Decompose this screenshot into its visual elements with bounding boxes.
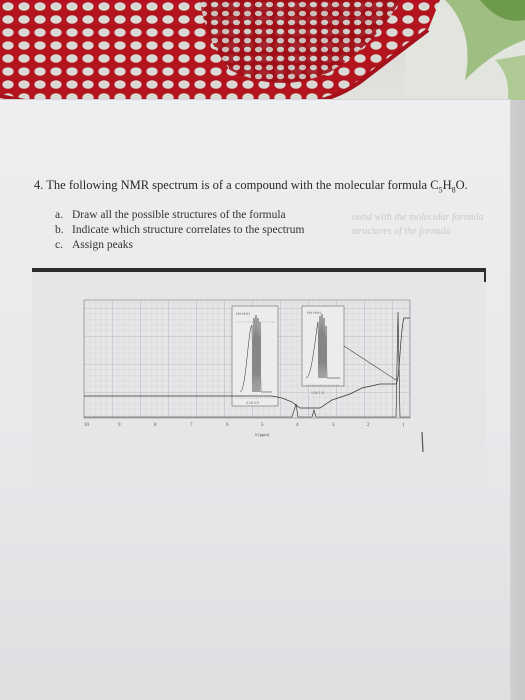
task-item: b. Indicate which structure correlates to the spectrum xyxy=(55,224,305,236)
axis-label: δ (ppm) xyxy=(255,432,270,437)
pen-mark xyxy=(422,432,423,452)
molecular-formula: $C_5H_8O$. xyxy=(430,178,468,195)
inset-label: HH HHH xyxy=(236,312,250,316)
inset-integral: 4.18 4.0 xyxy=(246,401,259,405)
axis-tick-label: 7 xyxy=(190,423,193,428)
x-axis xyxy=(84,423,405,437)
inset-box xyxy=(232,306,278,406)
question-number: 4. xyxy=(34,178,44,192)
inset-label: HH HHH xyxy=(307,311,321,315)
axis-tick-label: 4 xyxy=(296,423,299,428)
axis-tick-label: 2 xyxy=(367,423,370,428)
question-text: The following NMR spectrum is of a compound with the molecular formula xyxy=(46,178,428,192)
axis-tick-label: 1 xyxy=(402,423,405,428)
task-item: c. Assign peaks xyxy=(55,239,134,251)
axis-tick-label: 3 xyxy=(332,423,335,428)
task-item: a. Draw all the possible structures of the formula xyxy=(55,209,286,221)
bleed-through-text: ound with the molecular formula xyxy=(352,212,484,223)
axis-tick-label: 5 xyxy=(261,423,264,428)
axis-tick-label: 6 xyxy=(226,423,229,428)
bleed-through-text: structures of the formula xyxy=(352,226,451,237)
axis-tick-label: 10 xyxy=(84,423,89,428)
axis-tick-label: 8 xyxy=(154,423,157,428)
inset-box xyxy=(302,306,344,395)
axis-tick-label: 9 xyxy=(118,423,121,428)
inset-integral: 1.50 1.8 xyxy=(311,391,324,395)
